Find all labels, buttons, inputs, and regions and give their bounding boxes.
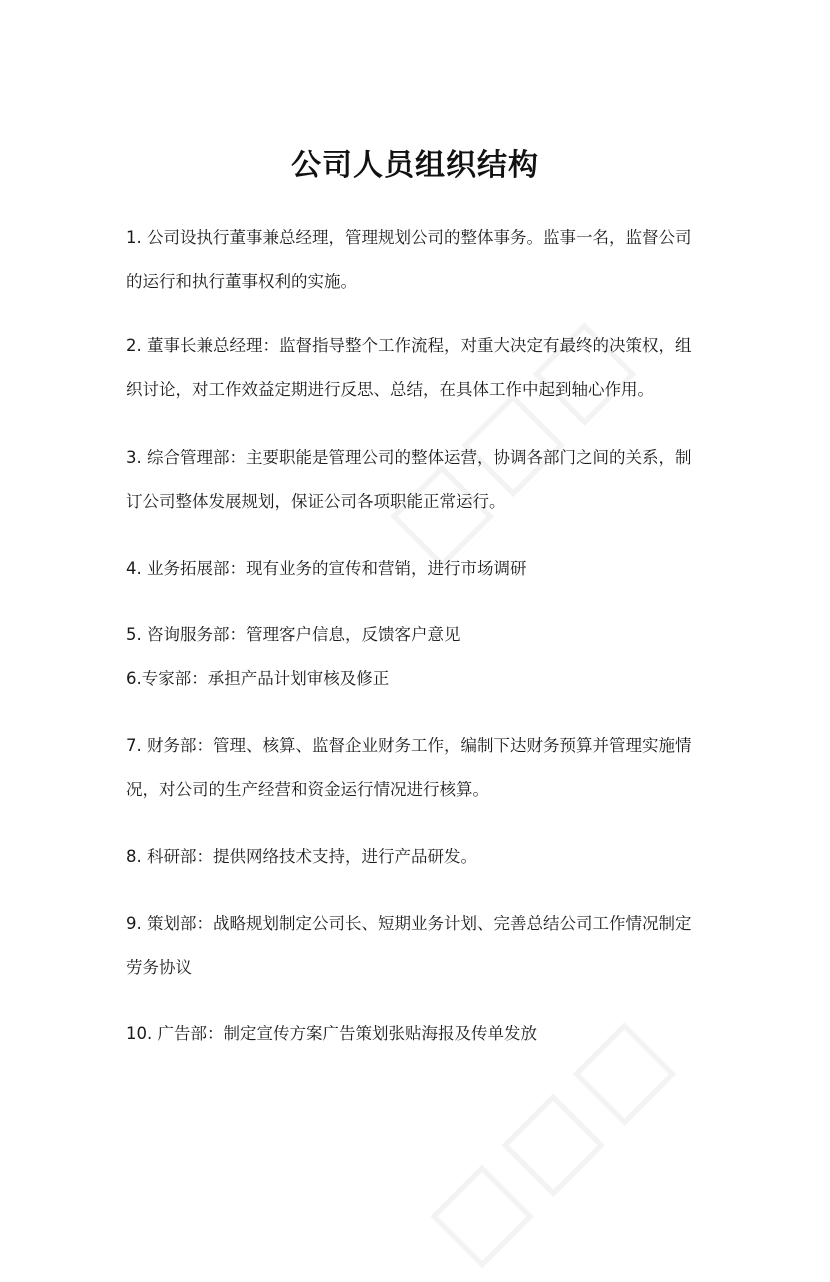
list-item-2: [126, 324, 708, 412]
list-item-6: [126, 657, 708, 701]
list-item-3: [126, 436, 708, 524]
list-item-text: 5. 咨询服务部：管理客户信息，反馈客户意见: [126, 625, 461, 644]
list-item-text: 3. 综合管理部：主要职能是管理公司的整体运营，协调各部门之间的关系，制: [126, 448, 692, 467]
list-item-8: [126, 835, 708, 879]
list-item-9: [126, 902, 708, 990]
list-item-text: 8. 科研部：提供网络技术支持，进行产品研发。: [126, 847, 477, 866]
list-item-text: 9. 策划部：战略规划制定公司长、短期业务计划、完善总结公司工作情况制定: [126, 914, 692, 933]
list-item-1: [126, 216, 708, 304]
list-item-text: 1. 公司设执行董事兼总经理，管理规划公司的整体事务。监事一名，监督公司: [126, 228, 692, 247]
list-item-text: 的运行和执行董事权利的实施。: [126, 272, 357, 291]
list-item-text: 况，对公司的生产经营和资金运行情况进行核算。: [126, 780, 489, 799]
page-title: 公司人员组织结构: [291, 148, 539, 183]
list-item-text: 6.专家部：承担产品计划审核及修正: [126, 669, 390, 688]
list-item-5: [126, 613, 708, 657]
list-item-text: 10. 广告部：制定宣传方案广告策划张贴海报及传单发放: [126, 1024, 537, 1043]
list-item-10: [126, 1012, 708, 1056]
list-item-text: 4. 业务拓展部：现有业务的宣传和营销，进行市场调研: [126, 559, 527, 578]
list-item-text: 订公司整体发展规划，保证公司各项职能正常运行。: [126, 492, 506, 511]
list-item-text: 劳务协议: [126, 958, 192, 977]
list-item-7: [126, 724, 708, 812]
list-item-4: [126, 547, 708, 591]
list-item-text: 织讨论，对工作效益定期进行反思、总结，在具体工作中起到轴心作用。: [126, 380, 654, 399]
list-item-text: 2. 董事长兼总经理：监督指导整个工作流程，对重大决定有最终的决策权，组: [126, 336, 692, 355]
list-item-text: 7. 财务部：管理、核算、监督企业财务工作，编制下达财务预算并管理实施情: [126, 736, 692, 755]
